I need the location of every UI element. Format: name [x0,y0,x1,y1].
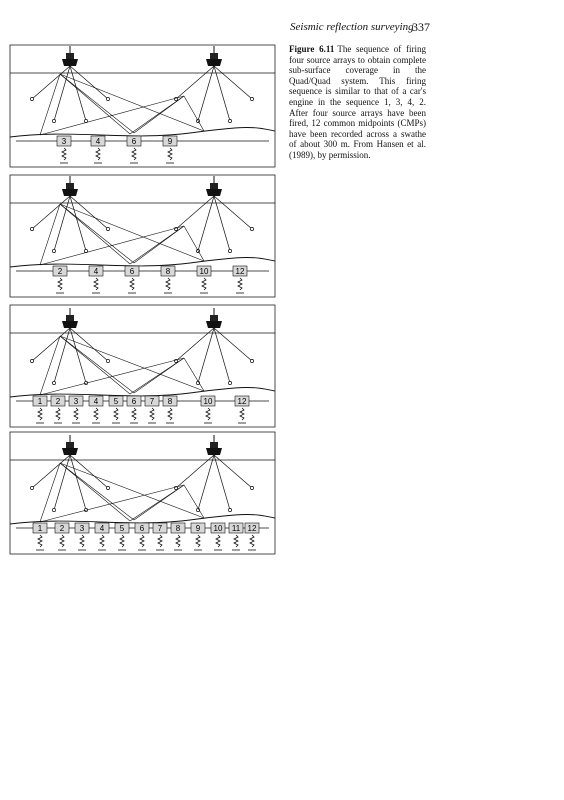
streamer-cable [176,66,214,99]
cmp-label: 11 [231,524,241,533]
cmp-label: 10 [203,397,213,406]
ship-cabin [210,442,218,448]
geophone-trace [234,535,238,547]
cmp-label: 6 [129,267,135,276]
ship-hull [62,448,78,455]
geophone-trace [168,148,172,160]
geophone-trace [94,278,98,290]
ship-hull [62,321,78,328]
tail-buoy [30,486,33,489]
streamer-cable [214,196,230,251]
geophone-trace [58,278,62,290]
streamer-cable [70,196,86,251]
panel-3 [10,305,275,427]
cmp-label: 4 [93,397,99,406]
geophone-trace [132,148,136,160]
ray-down [60,336,204,391]
tail-buoy [52,381,55,384]
ray-down [60,204,130,264]
tail-buoy [106,359,109,362]
cmp-label: 4 [95,137,101,146]
ship-hull [62,59,78,66]
ray-up [184,96,204,131]
streamer-cable [54,66,70,121]
ray-up [134,358,184,393]
cmp-label: 3 [61,137,67,146]
tail-buoy [228,508,231,511]
cmp-label: 3 [73,397,79,406]
tail-buoy [52,508,55,511]
ray-up [184,485,204,518]
ship-cabin [66,183,74,189]
ray-up [134,226,184,263]
geophone-trace [196,535,200,547]
tail-buoy [30,227,33,230]
streamer-cable [32,66,70,99]
ship-cabin [66,442,74,448]
geophone-trace [158,535,162,547]
cmp-label: 12 [247,524,257,533]
geophone-trace [132,408,136,420]
ship-hull [206,189,222,196]
cmp-label: 6 [131,397,137,406]
cmp-label: 5 [113,397,119,406]
tail-buoy [228,119,231,122]
cmp-label: 3 [79,524,85,533]
ray-up [134,485,184,520]
page-number: 337 [412,20,430,34]
tail-buoy [250,97,253,100]
streamer-cable [70,66,86,121]
ship-cabin [210,315,218,321]
ship-hull [206,59,222,66]
panel-1 [10,45,275,167]
cmp-label: 4 [93,267,99,276]
streamer-cable [32,196,70,229]
geophone-trace [166,278,170,290]
geophone-trace [130,278,134,290]
tail-buoy [228,249,231,252]
geophone-trace [38,408,42,420]
cmp-label: 9 [195,524,201,533]
cmp-label: 1 [37,524,43,533]
geophone-trace [216,535,220,547]
streamer-cable [54,328,70,383]
ray-down [60,204,134,263]
running-title: Seismic reflection surveying [290,21,414,33]
tail-buoy [106,227,109,230]
ray-down [60,336,130,394]
ship-hull [62,189,78,196]
streamer-cable [54,455,70,510]
geophone-trace [74,408,78,420]
streamer-cable [198,66,214,121]
ship-hull [206,321,222,328]
tail-buoy [30,359,33,362]
geophone-trace [202,278,206,290]
ray-up [134,96,184,133]
geophone-trace [240,408,244,420]
streamer-cable [176,196,214,229]
tail-buoy [250,227,253,230]
cmp-label: 2 [55,397,61,406]
cmp-label: 7 [157,524,163,533]
ray-down [60,336,134,393]
geophone-trace [168,408,172,420]
geophone-trace [60,535,64,547]
geophone-trace [80,535,84,547]
tail-buoy [106,97,109,100]
ray-down [40,336,60,395]
cmp-label: 1 [37,397,43,406]
ray-up [40,485,184,522]
cmp-label: 8 [167,397,173,406]
streamer-cable [214,328,230,383]
geophone-trace [94,408,98,420]
cmp-label: 2 [57,267,63,276]
ship-cabin [66,53,74,59]
tail-buoy [52,119,55,122]
cmp-label: 12 [237,397,247,406]
tail-buoy [250,486,253,489]
geophone-trace [250,535,254,547]
geophone-trace [62,148,66,160]
ray-down [60,74,130,134]
cmp-label: 2 [59,524,65,533]
ray-down [60,463,130,521]
tail-buoy [228,381,231,384]
geophone-trace [38,535,42,547]
ray-down [60,204,204,261]
ray-up [184,358,204,391]
tail-buoy [106,486,109,489]
ray-down [60,463,134,520]
streamer-cable [198,196,214,251]
streamer-cable [214,196,252,229]
streamer-cable [214,66,230,121]
geophone-trace [114,408,118,420]
geophone-trace [96,148,100,160]
figure-panels [10,45,275,554]
cmp-label: 12 [235,267,245,276]
geophone-trace [100,535,104,547]
cmp-label: 8 [165,267,171,276]
geophone-trace [140,535,144,547]
streamer-cable [70,66,108,99]
geophone-trace [176,535,180,547]
geophone-trace [238,278,242,290]
cmp-label: 10 [199,267,209,276]
caption-text: The sequence of firing four source arrays to obtain complete sub-surface coverage in the Quad/Quad system. This firing sequence is similar to that of a car's engine in the sequence 1, 3, 4, 2. After four source arrays have been fired, 12 common midpoints (CMPs) have been recorded across a swathe of about 300 m. From Hansen et al. (1989), by permission. [289,44,426,160]
panel-4 [10,432,275,554]
ship-cabin [210,183,218,189]
ray-up [40,358,184,395]
ray-down [60,74,134,133]
cmp-label: 10 [213,524,223,533]
ray-down [40,463,60,522]
cmp-label: 8 [175,524,181,533]
caption-label: Figure 6.11 [289,44,335,54]
geophone-trace [206,408,210,420]
geophone-trace [56,408,60,420]
panel-2 [10,175,275,297]
geophone-trace [150,408,154,420]
cmp-label: 5 [119,524,125,533]
ship-cabin [210,53,218,59]
ray-down [60,463,204,518]
ship-hull [206,448,222,455]
ray-down [60,74,204,131]
geophone-trace [120,535,124,547]
cmp-label: 6 [131,137,137,146]
tail-buoy [52,249,55,252]
cmp-label: 7 [149,397,155,406]
cmp-label: 9 [167,137,173,146]
cmp-label: 6 [139,524,145,533]
tail-buoy [30,97,33,100]
streamer-cable [70,196,108,229]
streamer-cable [54,196,70,251]
ray-up [184,226,204,261]
streamer-cable [214,66,252,99]
streamer-cable [198,455,214,510]
cmp-label: 4 [99,524,105,533]
ship-cabin [66,315,74,321]
tail-buoy [250,359,253,362]
streamer-cable [214,455,230,510]
streamer-cable [198,328,214,383]
